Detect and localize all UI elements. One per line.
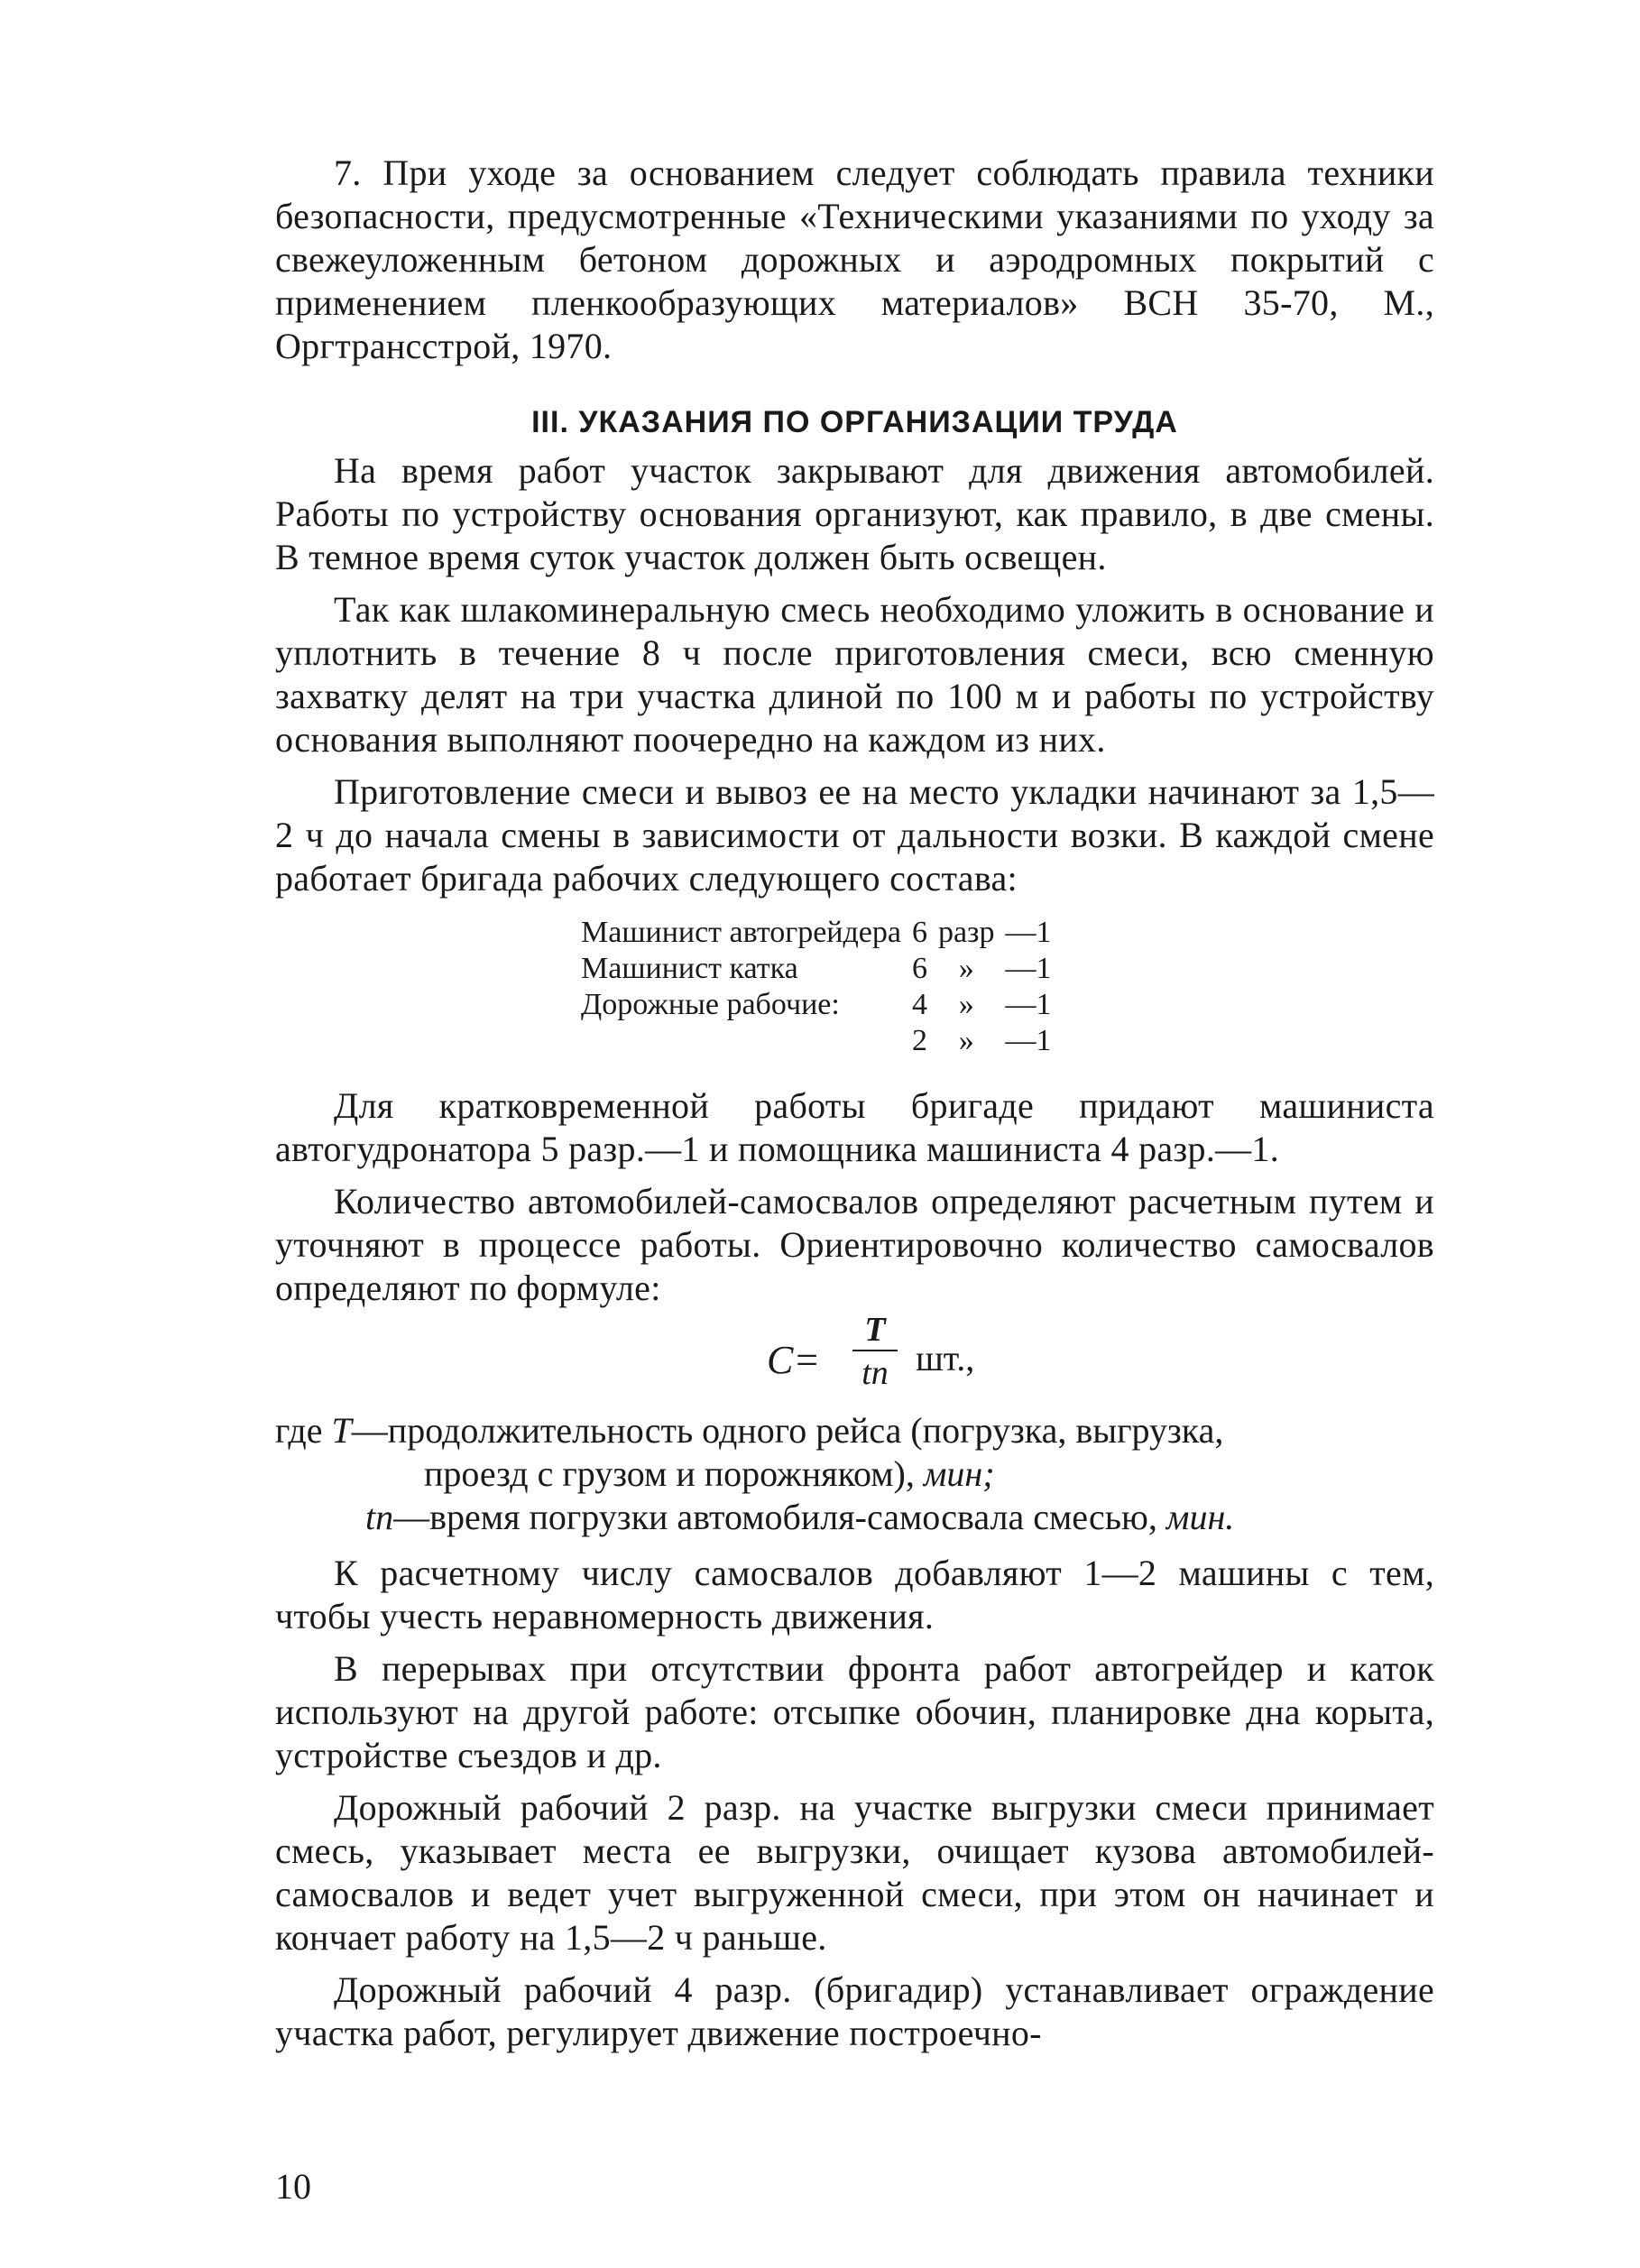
crew-unit: » xyxy=(958,1024,974,1057)
paragraph-7-safety: 7. При уходе за основанием следует соблюдать правила техники безопасности, предусмотренные «Техническими указаниями по уходу за свежеуложенным бетоном дорожных и аэродромных покрытий с применением пленкообразующих материалов» ВСН 35-70, М., Оргтрансстрой, 1970. xyxy=(275,152,1434,366)
crew-role: Машинист автогрейдера xyxy=(581,916,901,949)
crew-count: —1 xyxy=(1005,988,1052,1021)
paragraph-mix-sections: Так как шлакоминеральную смесь необходимо уложить в основание и уплотнить в течение 8 ч после приготовления смеси, всю сменную захватку делят на три участка длиной по 100 м и работы по устройству основания выполняют поочередно на каждом из них. xyxy=(275,589,1434,760)
formula-fraction xyxy=(852,1310,898,1395)
formula-unit: шт., xyxy=(916,1338,975,1378)
crew-grade: 6 xyxy=(911,916,927,949)
tp-text: —время погрузки автомобиля-самосвала смесью, xyxy=(393,1497,1157,1537)
crew-table xyxy=(576,915,1057,1059)
crew-unit: » xyxy=(958,952,974,985)
crew-unit: » xyxy=(958,988,974,1021)
tp-unit: мин. xyxy=(1166,1497,1235,1537)
crew-row xyxy=(576,915,1057,951)
crew-row xyxy=(576,1023,1057,1059)
formula-numerator: T xyxy=(864,1311,886,1349)
paragraph-worker-2: Дорожный рабочий 2 разр. на участке выгрузки смеси принимает смесь, указывает места ее выгрузки, очищает кузова автомобилей-самосвалов и ведет учет выгруженной смеси, при этом он начинает и кончает работу на 1,5—2 ч раньше. xyxy=(275,1787,1434,1958)
paragraph-site-closure: На время работ участок закрывают для движения автомобилей. Работы по устройству основания организуют, как правило, в две смены. В темное время суток участок должен быть освещен. xyxy=(275,450,1434,577)
crew-grade: 6 xyxy=(911,952,927,985)
t-text: —продолжительность одного рейса (погрузка, выгрузка, xyxy=(351,1410,1224,1451)
crew-role: Дорожные рабочие: xyxy=(581,988,840,1021)
formula-denominator: tп xyxy=(861,1354,889,1392)
where-label: где xyxy=(275,1410,323,1451)
formula-definitions xyxy=(275,1409,1434,1539)
text-column xyxy=(275,152,1434,2055)
tp-symbol: tп xyxy=(365,1497,394,1537)
formula-lhs: C= xyxy=(767,1338,821,1382)
definition-t-cont xyxy=(275,1452,1434,1496)
page-number: 10 xyxy=(275,2166,311,2207)
section-title: III. УКАЗАНИЯ ПО ОРГАНИЗАЦИИ ТРУДА xyxy=(531,405,1178,439)
crew-unit: разр xyxy=(937,916,995,949)
definition-t xyxy=(275,1409,1434,1452)
crew-role: Машинист катка xyxy=(581,952,798,985)
crew-role xyxy=(576,1023,907,1059)
t-symbol: T xyxy=(331,1410,352,1451)
t-text-cont: проезд с грузом и порожняком), xyxy=(424,1453,915,1494)
truck-formula xyxy=(275,1310,1434,1409)
crew-row xyxy=(576,987,1057,1023)
crew-row xyxy=(576,951,1057,987)
paragraph-extra-trucks: К расчетному числу самосвалов добавляют 1—2 машины с тем, чтобы учесть неравномерность движения. xyxy=(275,1553,1434,1636)
crew-count: —1 xyxy=(1005,916,1052,949)
paragraph-temporary-work: Для кратковременной работы бригаде придают машиниста автогудронатора 5 разр.—1 и помощника машиниста 4 разр.—1. xyxy=(275,1085,1434,1169)
paragraph-truck-count: Количество автомобилей-самосвалов определяют расчетным путем и уточняют в процессе работы. Ориентировочно количество самосвалов определяют по формуле: xyxy=(275,1181,1434,1308)
paragraph-crew-intro: Приготовление смеси и вывоз ее на место укладки начинают за 1,5—2 ч до начала смены в зависимости от дальности возки. В каждой смене работает бригада рабочих следующего состава: xyxy=(275,771,1434,899)
crew-grade: 2 xyxy=(911,1024,927,1057)
paragraph-breaks: В перерывах при отсутствии фронта работ автогрейдер и каток используют на другой работе: отсыпке обочин, планировке дна корыта, устройстве съездов и др. xyxy=(275,1648,1434,1775)
definition-tp xyxy=(275,1496,1434,1539)
t-unit: мин; xyxy=(923,1453,995,1494)
crew-count: —1 xyxy=(1005,1024,1052,1057)
crew-grade: 4 xyxy=(911,988,927,1021)
crew-count: —1 xyxy=(1005,952,1052,985)
paragraph-foreman: Дорожный рабочий 4 разр. (бригадир) устанавливает ограждение участка работ, регулирует движение построечно- xyxy=(275,1969,1434,2053)
